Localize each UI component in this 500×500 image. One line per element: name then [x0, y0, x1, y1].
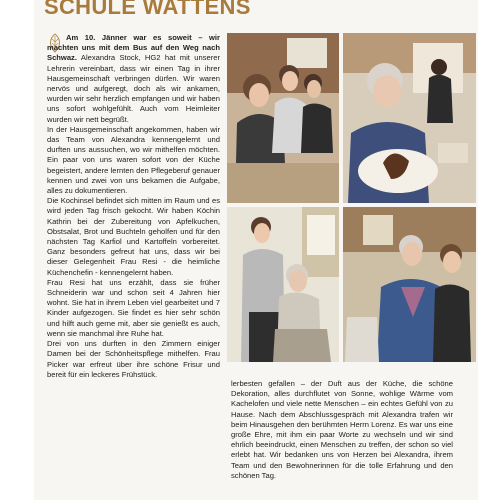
paragraph [47, 196, 220, 278]
paragraph [47, 125, 220, 196]
paragraph-text: Die Kochinsel befindet sich mitten im Raum und es wird jeden Tag frisch gekocht. Wir haben Köchin Kathrin bei der Zubereitung von Apfelkuchen, Obstsalat, Brot und Buchteln geholfen und für den nächsten Tag Karfiol und Kartoffeln vorbereitet. Ganz besonders gefreut hat uns, dass wir bei dieser Gelegenheit Frau Resi - die heimliche Küchenchefin - kennengelernt haben. [47, 196, 220, 277]
photo-student-with-resident [227, 207, 339, 362]
photo-students-kitchen [227, 33, 339, 203]
paragraph [47, 278, 220, 339]
paragraph-lead: Am 10. Jänner war es soweit – wir machten uns mit dem Bus auf den Weg nach Schwaz. [47, 33, 220, 63]
paragraph-text: Drei von uns durften in den Zimmern einiger Damen bei der Schönheitspflege mithelfen. Frau Picker war erfreut über ihre schöne Frisur und bereit für ein leckeres Frühstück. [47, 339, 220, 379]
photo-resident-and-students [343, 207, 476, 362]
paragraph-text: Frau Resi hat uns erzählt, dass sie früher Schneiderin war und schon seit 4 Jahren hier wohnt. Sie hat in ihrem Leben viel gearbeitet und 7 Kinder aufgezogen. Sie findet es hier sehr schön und hilft auch gerne mit, aber sie genießt es auch, wenn sie manchmal ihre Ruhe hat. [47, 277, 220, 338]
paragraph-text: Alexandra Stock, HG2 hat mit unserer Lehrerin vereinbart, dass wir einen Tag in ihrer Hausgemeinschaft verbringen dürfen. Wir waren nervös und aufgeregt, doch als wir ankamen, wurden wir sehr herzlich empfangen und wir haben uns sofort wohlgefühlt. Auch vom Heimleiter wurden wir nett begrüßt. [47, 53, 220, 124]
article-right-column [231, 379, 453, 481]
paragraph: lerbesten gefallen – der Duft aus der Küche, die schöne Dekoration, alles durchflutet von Sonne, wohlige Wärme vom Kachelofen und viele nette Menschen – ein echtes Gefühl von zu Hause. Nach dem Abschlussgespräch mit Alexandra trafen wir beim Hinausgehen den berühmten Herrn Lorenz. Es war uns eine große Ehre, mit ihm ein paar Worte zu wechseln und wir sind ehrlich beeindruckt, einen Menschen zu treffen, der schon so viel erlebt hat. Wir bedanken uns von Herzen bei Alexandra, ihrem Team und den Bewohnerinnen für die tolle Erfahrung und den schönen Tag. [231, 379, 453, 480]
article-left-column [47, 33, 220, 380]
article-heading: SCHULE WATTENS [44, 0, 251, 19]
photo-resident-with-cake [343, 33, 476, 203]
paragraph-text: In der Hausgemeinschaft angekommen, haben wir das Team von Alexandra kennengelernt und durften uns aussuchen, wo wir mithelfen möchten. Ein paar von uns waren sofort von der Küche begeistert, andere lernten den Pflegeberuf genauer kennen und zwei von uns bekamen die Aufgabe, alles zu dokumentieren. [47, 124, 220, 196]
paragraph [47, 339, 220, 380]
paragraph [47, 33, 220, 125]
